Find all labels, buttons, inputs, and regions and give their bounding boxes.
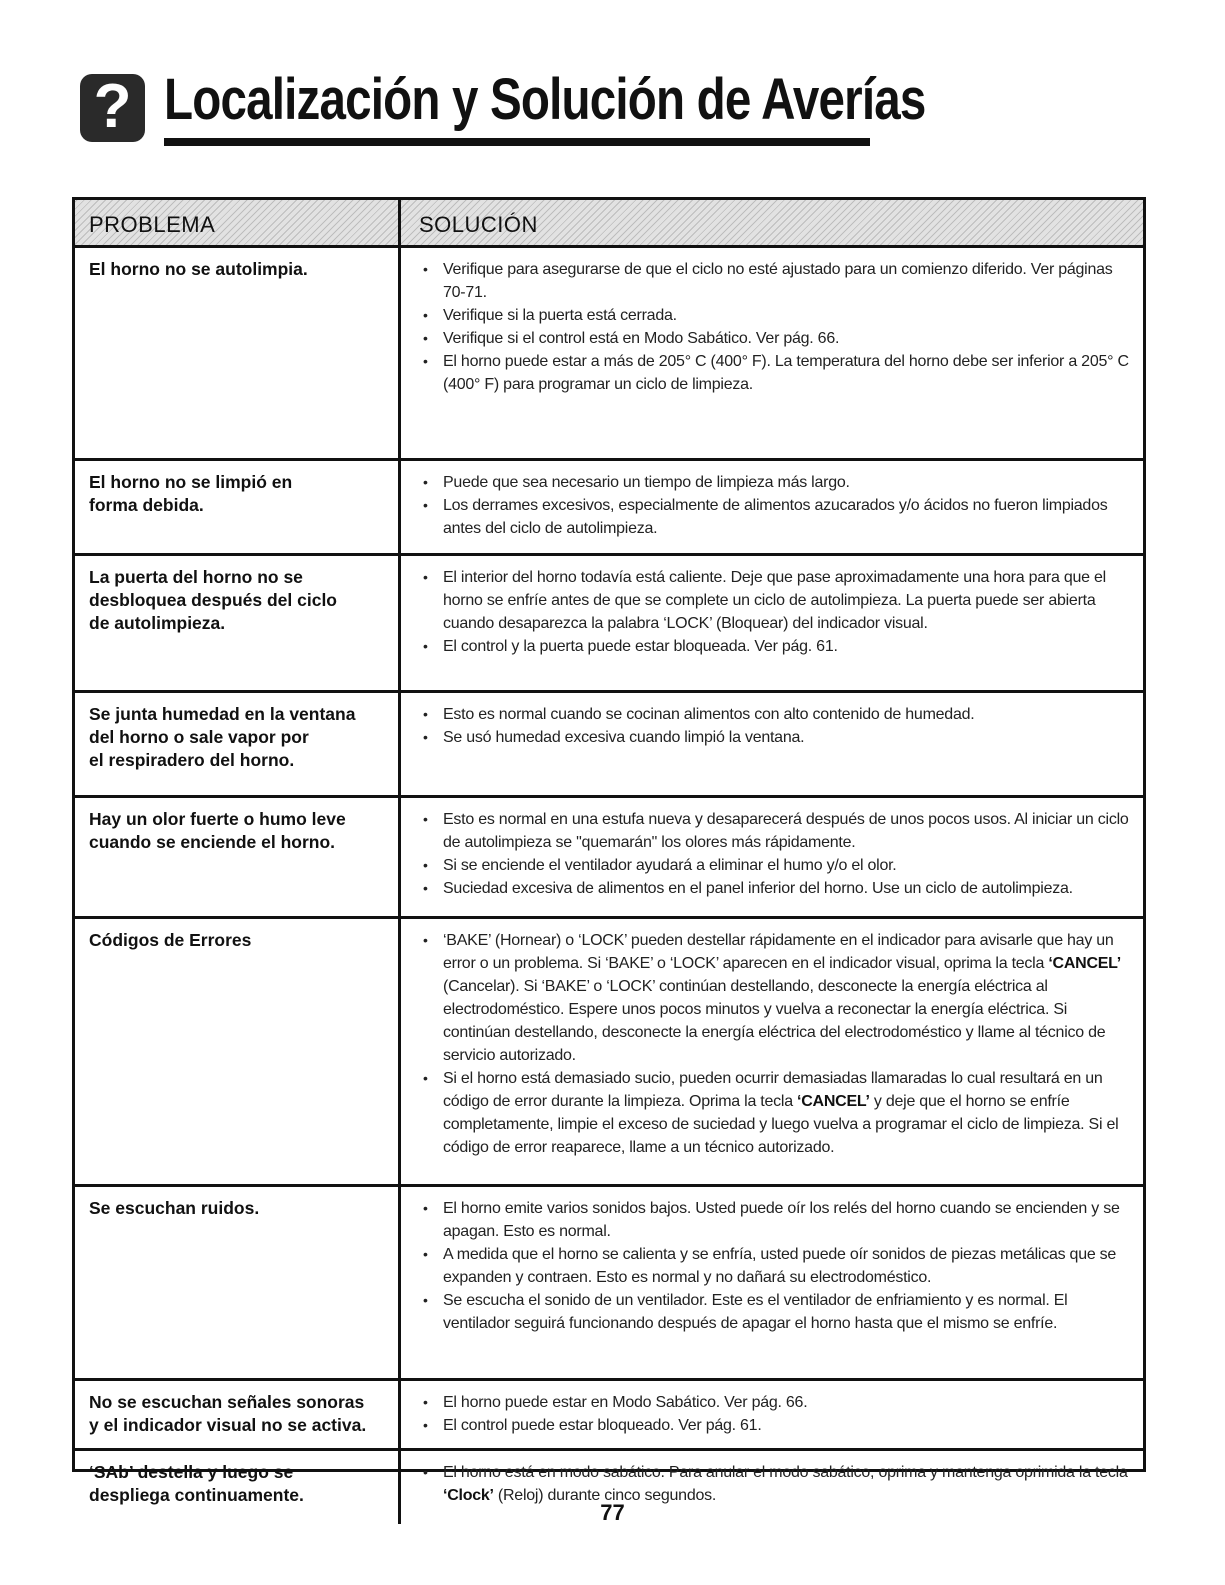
table-row bbox=[75, 556, 1143, 693]
solution-item: • Esto es normal cuando se cocinan alimentos con alto contenido de humedad. bbox=[423, 703, 1135, 726]
solution-list bbox=[423, 1197, 1135, 1335]
solution-item: • El control y la puerta puede estar bloqueada. Ver pág. 61. bbox=[423, 635, 1135, 658]
problem-cell: Se escuchan ruidos. bbox=[75, 1187, 401, 1378]
solution-item: • Si se enciende el ventilador ayudará a eliminar el humo y/o el olor. bbox=[423, 854, 1135, 877]
problem-cell: No se escuchan señales sonoras y el indicador visual no se activa. bbox=[75, 1381, 401, 1448]
solution-item: • Puede que sea necesario un tiempo de limpieza más largo. bbox=[423, 471, 1135, 494]
solution-cell bbox=[401, 248, 1143, 458]
solution-item: • Los derrames excesivos, especialmente de alimentos azucarados y/o ácidos no fueron limpiados antes del ciclo de autolimpieza. bbox=[423, 494, 1135, 540]
page-title: Localización y Solución de Averías bbox=[164, 67, 926, 132]
solution-cell bbox=[401, 693, 1143, 795]
troubleshooting-table bbox=[72, 197, 1146, 1505]
solution-cell bbox=[401, 461, 1143, 553]
problem-cell: Códigos de Errores bbox=[75, 919, 401, 1184]
solution-cell bbox=[401, 556, 1143, 690]
table-row bbox=[75, 798, 1143, 919]
column-header-problem: PROBLEMA bbox=[75, 200, 401, 245]
solution-item: • El horno está en modo sabático. Para anular el modo sabático, oprima y mantenga oprimida la tecla ‘Clock’ (Reloj) durante cinco segundos. bbox=[423, 1461, 1135, 1507]
solution-list bbox=[423, 566, 1135, 658]
solution-item: • Se usó humedad excesiva cuando limpió la ventana. bbox=[423, 726, 1135, 749]
page-header bbox=[80, 52, 926, 147]
solution-item: • Verifique si la puerta está cerrada. bbox=[423, 304, 1135, 327]
solution-cell bbox=[401, 1381, 1143, 1448]
question-mark-icon: ? bbox=[80, 74, 145, 142]
solution-item: • Suciedad excesiva de alimentos en el panel inferior del horno. Use un ciclo de autolimpieza. bbox=[423, 877, 1135, 900]
problem-cell: Hay un olor fuerte o humo leve cuando se enciende el horno. bbox=[75, 798, 401, 916]
table-row bbox=[75, 248, 1143, 461]
solution-item: • Si el horno está demasiado sucio, pueden ocurrir demasiadas llamaradas lo cual resultará en un código de error durante la limpieza. Oprima la tecla ‘CANCEL’ y deje que el horno se enfríe completamente, limpie el exceso de suciedad y luego vuelva a programar el ciclo de limpieza. Si el código de error reaparece, llame a un técnico autorizado. bbox=[423, 1067, 1135, 1159]
solution-item: • Verifique para asegurarse de que el ciclo no esté ajustado para un comienzo diferido. Ver páginas 70-71. bbox=[423, 258, 1135, 304]
solution-item: • El horno puede estar a más de 205° C (400° F). La temperatura del horno debe ser inferior a 205° C (400° F) para programar un ciclo de limpieza. bbox=[423, 350, 1135, 396]
table-row bbox=[75, 1187, 1143, 1381]
solution-list bbox=[423, 1391, 1135, 1437]
title-underline bbox=[164, 138, 870, 146]
solution-item: • A medida que el horno se calienta y se enfría, usted puede oír sonidos de piezas metálicas que se expanden y contraen. Esto es normal y no dañará su electrodoméstico. bbox=[423, 1243, 1135, 1289]
table-row bbox=[75, 919, 1143, 1187]
solution-item: • El interior del horno todavía está caliente. Deje que pase aproximadamente una hora para que el horno se enfríe antes de que se complete un ciclo de autolimpieza. La puerta puede ser abierta cuando desaparezca la palabra ‘LOCK’ (Bloquear) del indicador visual. bbox=[423, 566, 1135, 635]
solution-item: • El horno emite varios sonidos bajos. Usted puede oír los relés del horno cuando se encienden y se apagan. Esto es normal. bbox=[423, 1197, 1135, 1243]
table-header bbox=[75, 200, 1143, 248]
table-row bbox=[75, 461, 1143, 556]
solution-item: • El control puede estar bloqueado. Ver pág. 61. bbox=[423, 1414, 1135, 1437]
table-row bbox=[75, 693, 1143, 798]
solution-item: • El horno puede estar en Modo Sabático. Ver pág. 66. bbox=[423, 1391, 1135, 1414]
solution-list bbox=[423, 471, 1135, 540]
solution-item: • Esto es normal en una estufa nueva y desaparecerá después de unos pocos usos. Al iniciar un ciclo de autolimpieza se "quemarán" los olores más rápidamente. bbox=[423, 808, 1135, 854]
table-row bbox=[75, 1381, 1143, 1451]
solution-cell bbox=[401, 919, 1143, 1184]
solution-item: • Verifique si el control está en Modo Sabático. Ver pág. 66. bbox=[423, 327, 1135, 350]
solution-item: • ‘BAKE’ (Hornear) o ‘LOCK’ pueden destellar rápidamente en el indicador para avisarle que hay un error o un problema. Si ‘BAKE’ o ‘LOCK’ aparecen en el indicador visual, oprima la tecla ‘CANCEL’ (Cancelar). Si ‘BAKE’ o ‘LOCK’ continúan destellando, desconecte la energía eléctrica al electrodoméstico. Espere unos pocos minutos y vuelva a reconectar la energía eléctrica. Si continúan destellando, desconecte la energía eléctrica del electrodoméstico y llame al técnico de servicio autorizado. bbox=[423, 929, 1135, 1067]
problem-cell: Se junta humedad en la ventana del horno o sale vapor por el respiradero del horno. bbox=[75, 693, 401, 795]
column-header-solution: SOLUCIÓN bbox=[419, 212, 538, 237]
problem-cell: La puerta del horno no se desbloquea después del ciclo de autolimpieza. bbox=[75, 556, 401, 690]
solution-list bbox=[423, 929, 1135, 1159]
solution-list bbox=[423, 258, 1135, 396]
problem-cell: ‘SAb’ destella y luego se despliega continuamente. bbox=[75, 1451, 401, 1524]
solution-cell bbox=[401, 1187, 1143, 1378]
page-number: 77 bbox=[600, 1500, 625, 1525]
solution-cell bbox=[401, 798, 1143, 916]
problem-cell: El horno no se autolimpia. bbox=[75, 248, 401, 458]
solution-list bbox=[423, 703, 1135, 749]
solution-item: • Se escucha el sonido de un ventilador. Este es el ventilador de enfriamiento y es normal. El ventilador seguirá funcionando después de apagar el horno hasta que el mismo se enfríe. bbox=[423, 1289, 1135, 1335]
problem-cell: El horno no se limpió en forma debida. bbox=[75, 461, 401, 553]
table-body bbox=[75, 248, 1143, 1524]
solution-list bbox=[423, 808, 1135, 900]
